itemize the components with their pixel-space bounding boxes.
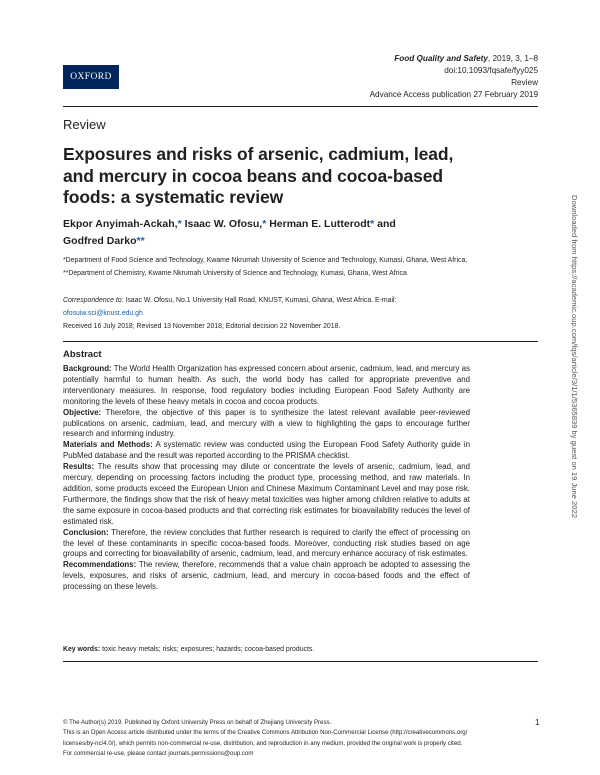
abstract-recommendations: Recommendations: The review, therefore, recommends that a value chain approach be adopted to assessing the levels, exposures, and risks of arsenic, cadmium, lead, and mercury in cocoa-based foods and the effect of processing on these levels.: [63, 560, 470, 592]
correspondence-text: Isaac W. Ofosu, No.1 University Hall Road, KNUST, Kumasi, Ghana, West Africa. E-mail:: [123, 297, 397, 304]
author-1[interactable]: Ekpor Anyimah-Ackah,*: [63, 218, 182, 230]
correspondence-email[interactable]: ofosuiw.sci@knust.edu.gh: [63, 310, 143, 318]
journal-name: Food Quality and Safety: [394, 54, 488, 63]
header-divider: [63, 106, 538, 107]
received-dates: Received 16 July 2018; Revised 13 November 2018; Editorial decision 22 November 2018.: [63, 323, 341, 330]
journal-header: [370, 53, 538, 101]
abstract-body: [63, 364, 470, 593]
abstract-background: Background: The World Health Organization has expressed concern about arsenic, cadmium, lead, and mercury as potentially harmful to human health. As such, the world body has called for appropriate preventive and interventionary measures. In response, food regulatory bodies including European Food Safety Authority are monitoring the levels of these heavy metals in cocoa and cocoa products.: [63, 364, 470, 406]
section-label: Review: [63, 117, 106, 132]
article-title: Exposures and risks of arsenic, cadmium, lead, and mercury in cocoa beans and cocoa-based foods: a systematic review: [63, 144, 454, 207]
abstract-objective: Objective: Therefore, the objective of this paper is to synthesize the latest relevant available peer-reviewed publications on arsenic, cadmium, lead, and mercury with a view to highlighting the gaps to encourage further research and informing industry.: [63, 407, 470, 439]
download-watermark: Downloaded from https://academic.oup.com/fqs/article/3/1/1/5365839 by guest on 19 June 2022: [570, 195, 579, 518]
article-type: Review: [511, 78, 538, 87]
abstract-conclusion: Conclusion: Therefore, the review concludes that further research is required to clarify the effect of processing on the level of these contaminants in specific cocoa-based foods. Moreover, conducting risk studies based on age groups and correcting for bioavailability of arsenic, cadmium, lead, and mercury enhance accuracy of risk estimates.: [63, 527, 470, 559]
abstract-results: Results: The results show that processing may dilute or concentrate the levels of arsenic, cadmium, lead, and mercury, depending on processing factors including the product type, processing method, and raw materials. In addition, some products exceed the European Union and Chinese Maximum Contaminant Level and may pose risk. Furthermore, the findings show that the risk of heavy metal toxicities was higher among children relative to adults at the same exposure in cocoa-based products and that correcting risk estimates for bioavailability reduces the level of estimated risk.: [63, 462, 470, 526]
abstract-divider: [63, 341, 538, 342]
doi[interactable]: doi:10.1093/fqsafe/fyy025: [444, 66, 538, 75]
correspondence: [63, 294, 473, 321]
author-3[interactable]: Herman E. Lutterodt*: [269, 218, 375, 230]
correspondence-label: Correspondence to:: [63, 297, 124, 304]
journal-citation: , 2019, 3, 1–8: [487, 54, 538, 63]
advance-access: Advance Access publication 27 February 2019: [369, 90, 538, 99]
oxford-logo: [63, 65, 119, 89]
affiliations: *Department of Food Science and Technology, Kwame Nkrumah University of Science and Technology, Kumasi, Ghana, West Africa, **Department of Chemistry, Kwame Nkrumah University of Science and Technology, Kumasi, Ghana, West Africa: [63, 257, 468, 278]
author-2[interactable]: Isaac W. Ofosu,*: [184, 218, 267, 230]
keywords: Key words: toxic heavy metals; risks; exposures; hazards; cocoa-based products.: [63, 646, 315, 653]
keywords-divider: [63, 661, 538, 662]
logo-text: OXFORD: [70, 72, 112, 82]
license-footer: © The Author(s) 2019. Published by Oxford University Press on behalf of Zhejiang University Press. This is an Open Access article distributed under the terms of the Creative Commons Attribution Non-Commercial License (http://creativecommons.org/ licenses/by-nc/4.0/), which permits non-commercial re-use, distribution, and reproduction in any medium, provided the original work is properly cited. For commercial re-use, please contact journals.permissions@oup.com: [63, 719, 468, 758]
abstract-methods: Materials and Methods: A systematic review was conducted using the European Food Safety Authority guide in PubMed database and the result was reported according to the PRISMA checklist.: [63, 440, 470, 461]
author-list: [63, 216, 483, 250]
author-conjunction: and: [377, 218, 396, 230]
author-4[interactable]: Godfred Darko**: [63, 235, 145, 247]
abstract-heading: Abstract: [63, 349, 102, 360]
page-number: 1: [535, 717, 540, 727]
